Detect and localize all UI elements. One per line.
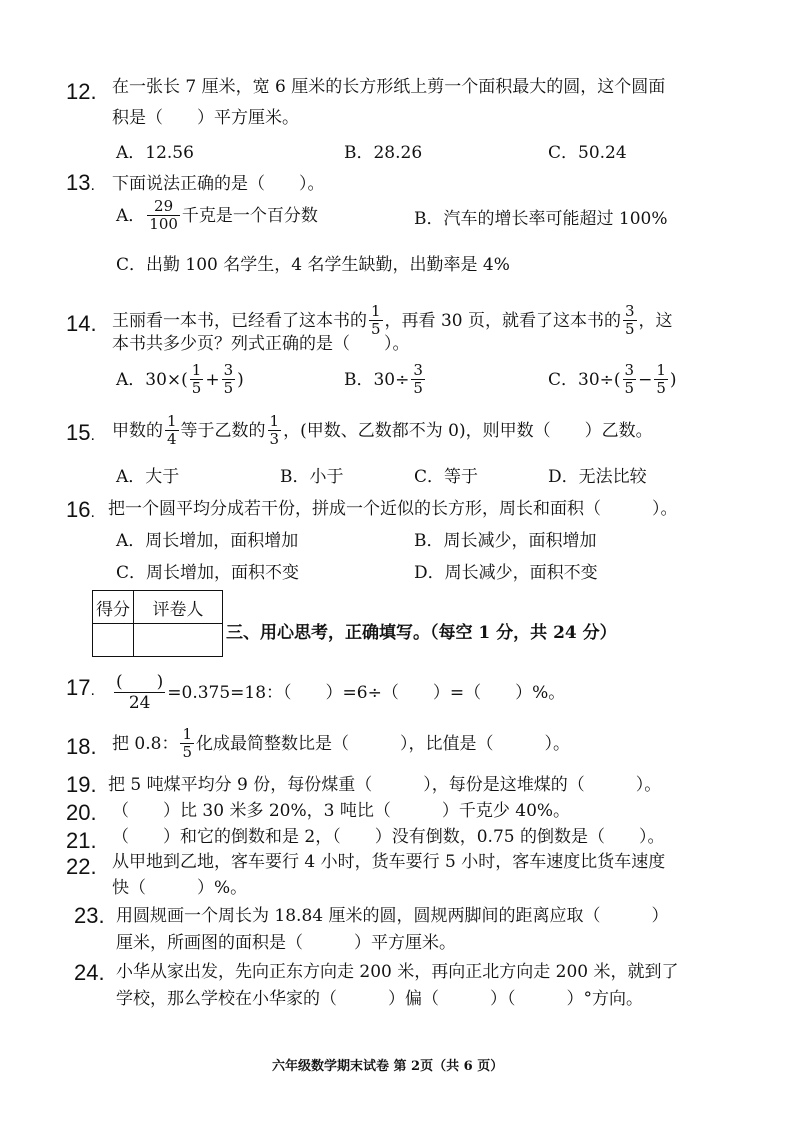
q22-number: 22. — [66, 854, 97, 879]
q19-stem: 把 5 吨煤平均分 9 份，每份煤重（ ），每份是这堆煤的（ ）。 — [108, 775, 662, 795]
q20-number: 20. — [66, 800, 97, 825]
q16-number: 16. — [66, 497, 95, 522]
q15-option-c: C．等于 — [414, 467, 479, 487]
q14-stem-line1: 王丽看一本书，已经看了这本书的 $\frac{1}{5}$ ，再看 30 页，就看了这本书的 $\frac{3}{5}$ ，这 — [112, 302, 673, 338]
q14-option-c: C．30÷( $\frac{3}{5}$ − $\frac{1}{5}$ ) — [548, 361, 677, 397]
page-footer: 六年级数学期末试卷 第 2页（共 6 页） — [272, 1059, 504, 1074]
q23-stem-line1: 用圆规画一个周长为 18.84 厘米的圆，圆规两脚间的距离应取（ ） — [116, 906, 669, 926]
q15-option-a: A．大于 — [116, 467, 180, 487]
q12-number: 12. — [66, 79, 97, 104]
score-cell[interactable] — [93, 624, 134, 657]
q15-option-b: B．小于 — [280, 467, 344, 487]
q16-option-d: D．周长减少，面积不变 — [414, 563, 598, 583]
q14-option-b: B．30÷ $\frac{3}{5}$ — [344, 361, 423, 397]
q16-option-b: B．周长减少，面积增加 — [414, 531, 597, 551]
q23-number: 23. — [74, 903, 105, 928]
q13-number: 13. — [66, 170, 95, 195]
q15-number: 15. — [66, 420, 95, 445]
grader-header: 评卷人 — [134, 591, 223, 624]
q16-option-c: C．周长增加，面积不变 — [116, 563, 300, 583]
score-table — [92, 590, 223, 657]
q15-option-d: D．无法比较 — [548, 467, 647, 487]
q13-option-a: A． $\frac{29}{100}$ 千克是一个百分数 — [116, 197, 318, 233]
q23-stem-line2: 厘米，所画图的面积是（ ）平方厘米。 — [116, 933, 456, 953]
q17-stem: $\frac{( )}{24}$ =0.375=18：（ ）=6÷（ ）=（ ）%。 — [116, 672, 566, 713]
q24-number: 24. — [74, 960, 105, 985]
q24-stem-line2: 学校，那么学校在小华家的（ ）偏（ ）（ ）°方向。 — [116, 989, 643, 1009]
score-header: 得分 — [93, 591, 134, 624]
q12-option-c: C．50.24 — [548, 143, 627, 163]
q13-stem: 下面说法正确的是（ ）。 — [112, 174, 325, 194]
q14-number: 14. — [66, 311, 97, 336]
q24-stem-line1: 小华从家出发，先向正东方向走 200 米，再向正北方向走 200 米，就到了 — [116, 962, 679, 982]
q18-number: 18. — [66, 734, 97, 759]
q21-number: 21. — [66, 828, 97, 853]
q22-stem-line1: 从甲地到乙地，客车要行 4 小时，货车要行 5 小时，客车速度比货车速度 — [112, 852, 666, 872]
grader-cell[interactable] — [134, 624, 223, 657]
q20-stem: （ ）比 30 米多 20%，3 吨比（ ）千克少 40%。 — [112, 801, 571, 821]
q12-option-a: A．12.56 — [116, 143, 194, 163]
q12-stem-line2: 积是（ ）平方厘米。 — [112, 108, 299, 128]
q16-stem: 把一个圆平均分成若干份，拼成一个近似的长方形，周长和面积（ ）。 — [108, 499, 678, 519]
q13-option-c: C．出勤 100 名学生，4 名学生缺勤，出勤率是 4% — [116, 255, 510, 275]
q15-stem: 甲数的 $\frac{1}{4}$ 等于乙数的 $\frac{1}{3}$ ，(甲数、乙数都不为 0)，则甲数（ ）乙数。 — [112, 412, 653, 448]
q21-stem: （ ）和它的倒数和是 2，（ ）没有倒数，0.75 的倒数是（ ）。 — [112, 827, 665, 847]
q17-number: 17. — [66, 675, 95, 700]
q12-stem-line1: 在一张长 7 厘米，宽 6 厘米的长方形纸上剪一个面积最大的圆，这个圆面 — [112, 77, 666, 97]
fraction: $\frac{29}{100}$ — [149, 197, 178, 233]
q12-option-b: B．28.26 — [344, 143, 423, 163]
q19-number: 19. — [66, 772, 97, 797]
section-3-heading: 三、用心思考，正确填写。（每空 1 分，共 24 分） — [226, 623, 617, 643]
q18-stem: 把 0.8： $\frac{1}{5}$ 化成最简整数比是（ ），比值是（ ）。 — [112, 725, 570, 761]
q14-option-a: A．30×( $\frac{1}{5}$ + $\frac{3}{5}$ ) — [116, 361, 244, 397]
q14-stem-line2: 本书共多少页？列式正确的是（ ）。 — [112, 334, 410, 354]
q22-stem-line2: 快（ ）%。 — [112, 878, 248, 898]
q16-option-a: A．周长增加，面积增加 — [116, 531, 299, 551]
q13-option-b: B．汽车的增长率可能超过 100% — [414, 209, 668, 229]
